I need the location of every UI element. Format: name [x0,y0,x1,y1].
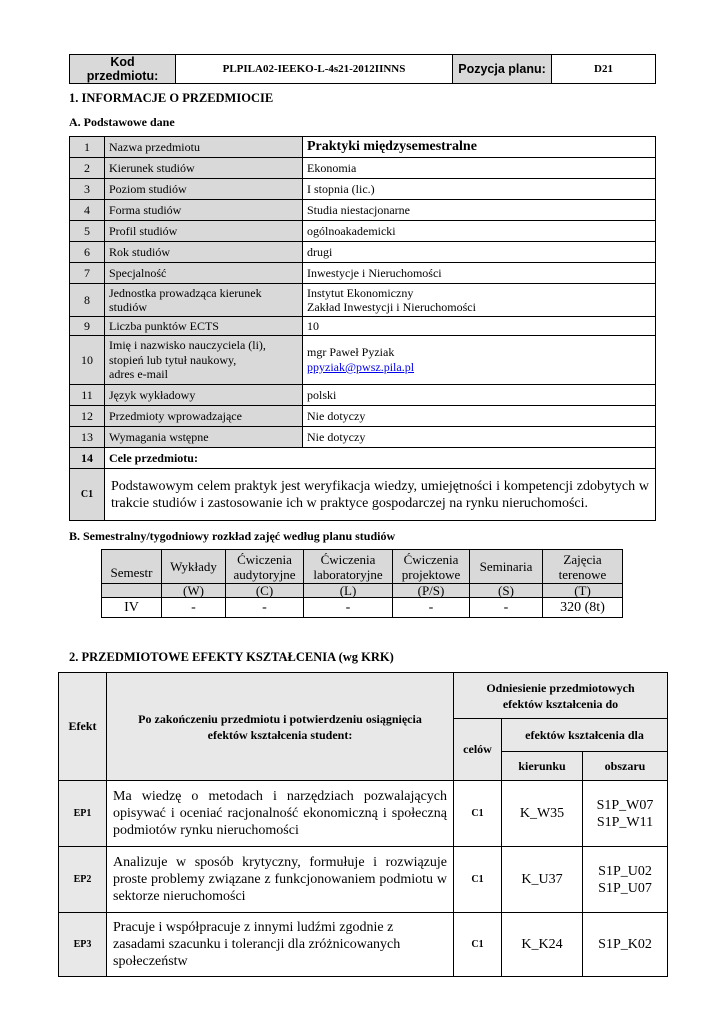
abbr: (W) [162,584,226,598]
label-line: Jednostka prowadząca kierunek [109,286,262,300]
row-value [303,284,656,317]
learning-effects-table [58,672,668,977]
header-line: Zajęcia [563,551,602,567]
row-value: Nie dotyczy [303,427,656,448]
row-label [105,336,303,385]
row-number: 13 [70,427,105,448]
row-number: 2 [70,158,105,179]
plan-position-label: Pozycja planu: [453,55,552,84]
table-row [59,913,668,977]
row-number: 10 [70,336,105,385]
semester-header-blank [102,584,162,598]
table-row [70,137,656,158]
header-line: projektowe [401,566,461,582]
row-label: Przedmioty wprowadzające [105,406,303,427]
area-code: S1P_U02 [598,863,652,879]
table-row [59,781,668,847]
effect-code: EP3 [59,913,107,977]
abbr: (L) [304,584,393,598]
section-1-title: 1. INFORMACJE O PRZEDMIOCIE [69,91,274,105]
effect-text: Ma wiedzę o metodach i narzędziach pozwalających opisywać i oceniać racjonalność ekonomiczną i społeczną podmiotów rynku nieruchomości [107,781,454,847]
table-row [70,448,656,469]
basic-data-table [69,136,656,521]
course-code-value: PLPILA02-IEEKO-L-4s21-2012IINNS [176,55,453,84]
table-row [70,221,656,242]
table-row [70,242,656,263]
row-value: ogólnoakademicki [303,221,656,242]
abbr: (C) [226,584,304,598]
col-header [304,550,393,584]
schedule-table [101,549,623,618]
teacher-email-link[interactable]: ppyziak@pwsz.pila.pl [307,360,415,374]
table-row [70,427,656,448]
row-value: Ekonomia [303,158,656,179]
table-row [70,200,656,221]
row-number: 14 [70,448,105,469]
row-number: 11 [70,385,105,406]
row-number: 3 [70,179,105,200]
row-label: Wymagania wstępne [105,427,303,448]
col-header [393,550,470,584]
row-value: I stopnia (lic.) [303,179,656,200]
section-2-title: 2. PRZEDMIOTOWE EFEKTY KSZTAŁCENIA (wg KRK) [69,650,394,664]
goal-text: Podstawowym celem praktyk jest weryfikacja wiedzy, umiejętności i kompetencji zdobytych w trakcie studiów i zastosowanie ich w praktyce gospodarczej na rynku nieruchomości. [105,469,656,521]
course-header-table [69,54,656,84]
row-number: 1 [70,137,105,158]
semester-header: Semestr [102,550,162,584]
hours-value: - [304,598,393,618]
header-line: efektów kształcenia do [502,696,619,711]
effect-field: K_K24 [502,913,583,977]
row-label: Kierunek studiów [105,158,303,179]
hours-value: 320 (8t) [543,598,623,618]
row-number: 8 [70,284,105,317]
effect-area: S1P_K02 [583,913,668,977]
row-number: 12 [70,406,105,427]
value-line: Instytut Ekonomiczny [307,286,414,300]
effect-goal: C1 [454,913,502,977]
table-row [70,158,656,179]
header-line: Ćwiczenia [403,551,459,567]
hours-value: - [393,598,470,618]
row-label: Rok studiów [105,242,303,263]
area-column-header: obszaru [583,752,668,781]
row-label [105,284,303,317]
row-label: Nazwa przedmiotu [105,137,303,158]
abbr: (P/S) [393,584,470,598]
header-line: terenowe [558,566,607,582]
header-line: Ćwiczenia [320,551,376,567]
header-line: Po zakończeniu przedmiotu i potwierdzeniu osiągnięcia [138,711,422,726]
goals-label: Cele przedmiotu: [105,448,656,469]
label-line: studiów [109,300,148,314]
description-column-header [107,673,454,781]
row-label: Poziom studiów [105,179,303,200]
header-line: Odniesienie przedmiotowych [486,680,635,695]
section-a-title: A. Podstawowe dane [69,115,175,129]
table-row [70,469,656,521]
row-number: 5 [70,221,105,242]
table-row [70,406,656,427]
hours-value: - [470,598,543,618]
table-row [102,598,623,618]
effect-column-header: Efekt [59,673,107,781]
row-label: Specjalność [105,263,303,284]
effect-code: EP2 [59,847,107,913]
reference-column-header [454,673,668,719]
row-value: 10 [303,317,656,336]
row-number: 7 [70,263,105,284]
abbr: (T) [543,584,623,598]
plan-position-value: D21 [552,55,656,84]
table-row [70,263,656,284]
area-code: S1P_U07 [598,880,652,896]
hours-value: - [226,598,304,618]
row-label: Liczba punktów ECTS [105,317,303,336]
row-number: 9 [70,317,105,336]
row-value: Nie dotyczy [303,406,656,427]
row-value: polski [303,385,656,406]
row-label: Forma studiów [105,200,303,221]
effect-field: K_U37 [502,847,583,913]
label-line: Imię i nazwisko nauczyciela (li), [109,338,266,353]
col-header [543,550,623,584]
row-value [303,336,656,385]
header-line: Ćwiczenia [237,551,292,567]
lectures-header: Wykłady [162,550,226,584]
table-row [70,385,656,406]
table-row [59,847,668,913]
effect-goal: C1 [454,781,502,847]
effect-text: Analizuje w sposób krytyczny, formułuje i rozwiązuje proste problemy związane z funkcjonowaniem podmiotu w sektorze nieruchomości [107,847,454,913]
effect-field: K_W35 [502,781,583,847]
section-b-title: B. Semestralny/tygodniowy rozkład zajęć według planu studiów [69,529,396,543]
area-code: S1P_W11 [596,814,654,830]
effect-area [583,781,668,847]
label-line: adres e-mail [109,367,168,382]
teacher-name: mgr Paweł Pyziak [307,345,395,359]
header-line: efektów kształcenia student: [207,727,353,742]
row-label: Profil studiów [105,221,303,242]
header-line: audytoryjne [233,566,296,582]
area-code: S1P_W07 [596,797,654,813]
row-number: 6 [70,242,105,263]
effect-text: Pracuje i współpracuje z innymi ludźmi zgodnie z zasadami szacunku i tolerancji dla zróżnicowanych społeczeństw [107,913,454,977]
course-code-label: Kod przedmiotu: [70,55,176,84]
course-name: Praktyki międzysemestralne [303,137,656,158]
effects-for-header: efektów kształcenia dla [502,719,668,752]
row-value: Inwestycje i Nieruchomości [303,263,656,284]
label-line: stopień lub tytuł naukowy, [109,352,237,367]
goals-column-header: celów [454,719,502,781]
semester-value: IV [102,598,162,618]
row-value: Studia niestacjonarne [303,200,656,221]
effect-code: EP1 [59,781,107,847]
effect-goal: C1 [454,847,502,913]
row-number: 4 [70,200,105,221]
hours-value: - [162,598,226,618]
col-header [226,550,304,584]
row-value: drugi [303,242,656,263]
table-row [70,179,656,200]
table-row [70,284,656,317]
table-row [70,317,656,336]
row-label: Język wykładowy [105,385,303,406]
value-line: Zakład Inwestycji i Nieruchomości [307,300,476,314]
effect-area [583,847,668,913]
goal-code: C1 [70,469,105,521]
seminars-header: Seminaria [470,550,543,584]
abbr: (S) [470,584,543,598]
table-row [70,336,656,385]
field-column-header: kierunku [502,752,583,781]
header-line: laboratoryjne [313,566,383,582]
